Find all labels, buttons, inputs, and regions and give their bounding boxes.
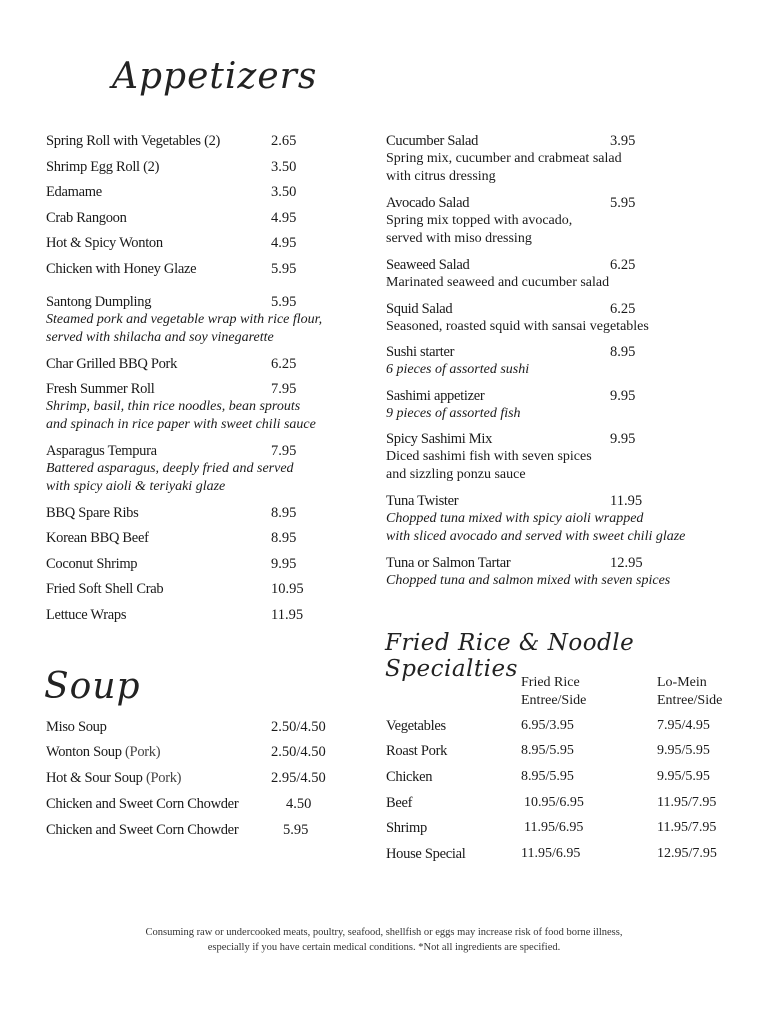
item-name: Avocado Salad: [386, 195, 470, 211]
disclaimer-line1: Consuming raw or undercooked meats, poultry, seafood, shellfish or eggs may increase risk of food borne illness,: [145, 927, 623, 938]
item-price: 3.95: [610, 133, 636, 149]
row-name: Vegetables: [386, 718, 446, 734]
item-name: Asparagus Tempura: [46, 443, 157, 459]
item-description: Diced sashimi fish with seven spices: [386, 449, 592, 464]
item-price: 8.95: [271, 530, 297, 546]
item-name: Cucumber Salad: [386, 133, 479, 149]
soup-title: Soup: [44, 666, 141, 707]
item-name: Edamame: [46, 184, 102, 200]
item-price: 4.95: [271, 210, 297, 226]
item-description: and spinach in rice paper with sweet chili sauce: [46, 417, 316, 432]
item-price: 8.95: [271, 505, 297, 521]
item-price: 2.65: [271, 133, 297, 149]
item-description: 6 pieces of assorted sushi: [386, 362, 530, 377]
item-price: 5.95: [610, 195, 636, 211]
item-name: [46, 769, 181, 787]
item-price: 9.95: [271, 556, 297, 572]
item-description: with spicy aioli & teriyaki glaze: [46, 479, 226, 494]
item-name: [46, 718, 107, 736]
item-price: 6.25: [610, 301, 636, 317]
item-price: 4.95: [271, 235, 297, 251]
item-price: 6.25: [610, 257, 636, 273]
item-name: Char Grilled BBQ Pork: [46, 356, 178, 372]
fried-rice-price: 8.95/5.95: [521, 743, 574, 758]
item-description: Steamed pork and vegetable wrap with rice flour,: [46, 312, 323, 327]
fried-rice-header-line1: Fried Rice: [521, 675, 580, 690]
item-name: Fried Soft Shell Crab: [46, 581, 164, 597]
item-name: Lettuce Wraps: [46, 607, 127, 623]
fried-rice-price: 6.95/3.95: [521, 718, 574, 733]
lo-mein-header: [657, 674, 722, 710]
item-name: Squid Salad: [386, 301, 453, 317]
item-description: with sliced avocado and served with sweet chili glaze: [386, 529, 686, 544]
item-price: 5.95: [283, 822, 309, 838]
item-name: Korean BBQ Beef: [46, 530, 149, 546]
item-description: Chopped tuna mixed with spicy aioli wrapped: [386, 511, 644, 526]
fried-rice-price: 11.95/6.95: [524, 820, 584, 835]
item-price: 5.95: [271, 294, 297, 310]
item-name: Sushi starter: [386, 344, 455, 360]
lo-mein-price: 11.95/7.95: [657, 820, 717, 835]
item-name: Fresh Summer Roll: [46, 381, 155, 397]
item-description: 9 pieces of assorted fish: [386, 406, 521, 421]
item-name: Santong Dumpling: [46, 294, 152, 310]
item-name: Spring Roll with Vegetables (2): [46, 133, 221, 149]
item-price: 10.95: [271, 581, 304, 597]
item-name: [46, 821, 238, 839]
fried-rice-header: [521, 674, 586, 710]
item-price: 3.50: [271, 159, 297, 175]
item-description: and sizzling ponzu sauce: [386, 467, 526, 482]
item-price: 12.95: [610, 555, 643, 571]
item-description: served with miso dressing: [386, 231, 532, 246]
item-price: 9.95: [610, 388, 636, 404]
lo-mein-price: 7.95/4.95: [657, 718, 710, 733]
item-name: Tuna or Salmon Tartar: [386, 555, 511, 571]
item-description: Spring mix, cucumber and crabmeat salad: [386, 151, 622, 166]
row-name: Roast Pork: [386, 743, 448, 759]
item-name: Hot & Spicy Wonton: [46, 235, 163, 251]
fried-rice-title: Fried Rice & Noodle Specialties: [385, 630, 635, 682]
item-description: with citrus dressing: [386, 169, 496, 184]
lo-mein-price: 9.95/5.95: [657, 769, 710, 784]
item-note: (Pork): [145, 770, 182, 786]
item-name: Coconut Shrimp: [46, 556, 138, 572]
lo-mein-price: 11.95/7.95: [657, 795, 717, 810]
item-name: Shrimp Egg Roll (2): [46, 159, 160, 175]
item-name: BBQ Spare Ribs: [46, 505, 139, 521]
item-price: 2.50/4.50: [271, 744, 326, 760]
item-name: Seaweed Salad: [386, 257, 470, 273]
item-price: 5.95: [271, 261, 297, 277]
item-name: Spicy Sashimi Mix: [386, 431, 493, 447]
lo-mein-price: 12.95/7.95: [657, 846, 717, 861]
item-description: Chopped tuna and salmon mixed with seven spices: [386, 573, 671, 588]
item-name: [46, 743, 160, 761]
item-name-text: Hot & Sour Soup: [46, 770, 143, 786]
fried-rice-price: 11.95/6.95: [521, 846, 581, 861]
row-name: Chicken: [386, 769, 433, 785]
disclaimer: [0, 925, 768, 955]
appetizers-title: Appetizers: [112, 56, 318, 97]
lo-mein-price: 9.95/5.95: [657, 743, 710, 758]
item-price: 7.95: [271, 443, 297, 459]
item-name: [46, 795, 238, 813]
item-description: Spring mix topped with avocado,: [386, 213, 573, 228]
lo-mein-header-line1: Lo-Mein: [657, 675, 707, 690]
item-price: 2.50/4.50: [271, 719, 326, 735]
item-price: 11.95: [271, 607, 304, 623]
item-price: 4.50: [286, 796, 312, 812]
item-name-text: Chicken and Sweet Corn Chowder: [46, 796, 239, 812]
item-name: Chicken with Honey Glaze: [46, 261, 197, 277]
item-name: Tuna Twister: [386, 493, 459, 509]
item-price: 11.95: [610, 493, 643, 509]
row-name: House Special: [386, 846, 466, 862]
item-price: 3.50: [271, 184, 297, 200]
item-name: Sashimi appetizer: [386, 388, 485, 404]
item-name: Crab Rangoon: [46, 210, 127, 226]
item-price: 9.95: [610, 431, 636, 447]
lo-mein-header-line2: Entree/Side: [657, 693, 723, 708]
fried-rice-price: 8.95/5.95: [521, 769, 574, 784]
item-name-text: Chicken and Sweet Corn Chowder: [46, 822, 239, 838]
disclaimer-line2: especially if you have certain medical conditions. *Not all ingredients are specified.: [207, 942, 561, 953]
item-description: served with shilacha and soy vinegarette: [46, 330, 274, 345]
fried-rice-header-line2: Entree/Side: [521, 693, 587, 708]
item-note: (Pork): [125, 744, 161, 760]
fried-rice-price: 10.95/6.95: [524, 795, 584, 810]
item-price: 6.25: [271, 356, 297, 372]
item-price: 8.95: [610, 344, 636, 360]
item-name-text: Wonton Soup: [46, 744, 122, 760]
item-name-text: Miso Soup: [46, 719, 107, 735]
item-price: 2.95/4.50: [271, 770, 326, 786]
row-name: Beef: [386, 795, 413, 811]
item-description: Shrimp, basil, thin rice noodles, bean sprouts: [46, 399, 301, 414]
item-description: Battered asparagus, deeply fried and served: [46, 461, 294, 476]
item-description: Marinated seaweed and cucumber salad: [386, 275, 610, 290]
item-price: 7.95: [271, 381, 297, 397]
item-description: Seasoned, roasted squid with sansai vegetables: [386, 319, 649, 334]
row-name: Shrimp: [386, 820, 427, 836]
